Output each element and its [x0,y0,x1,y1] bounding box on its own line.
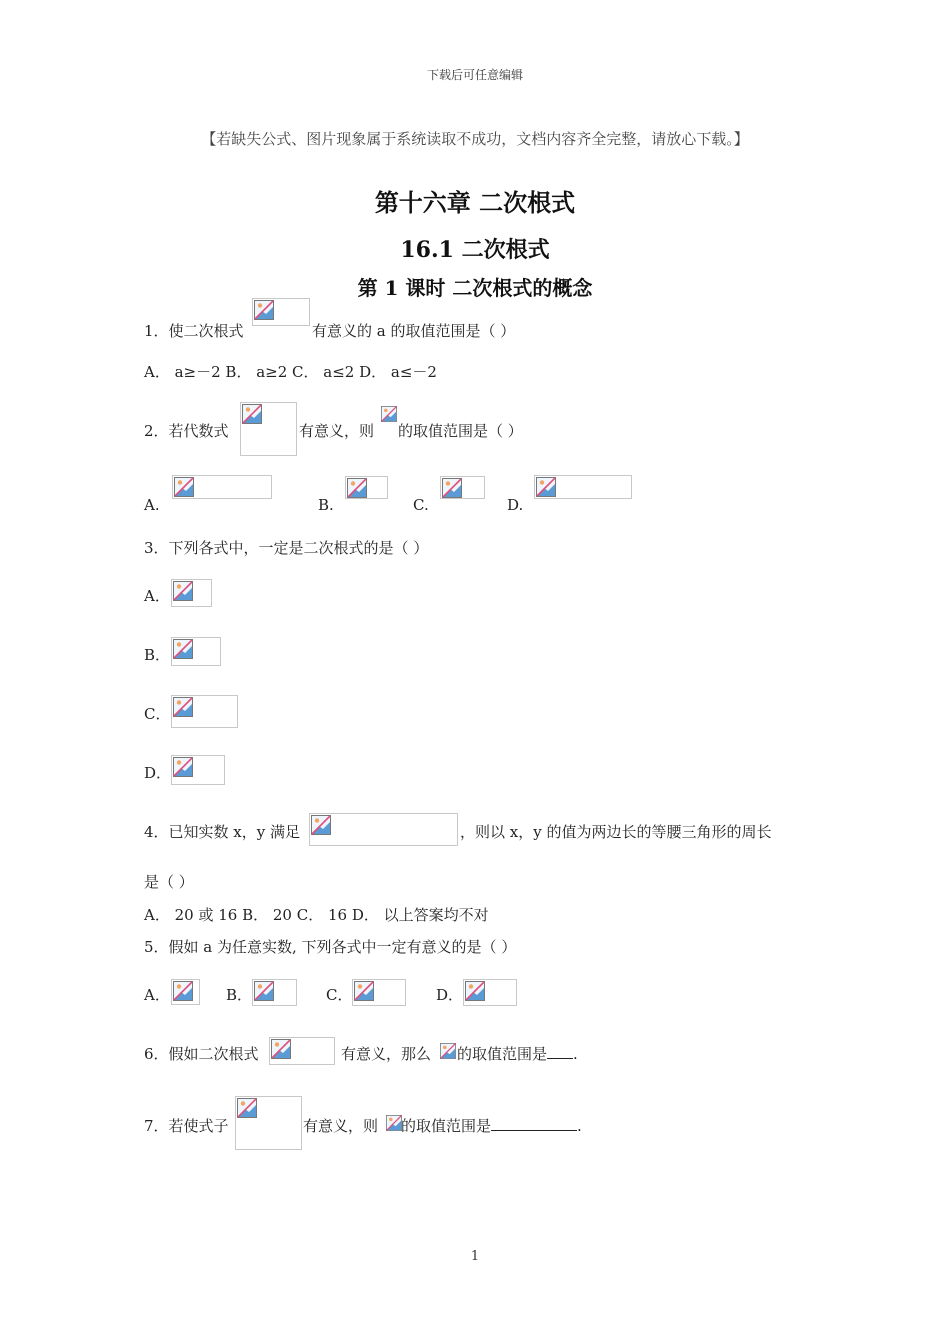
broken-image-icon [536,477,556,497]
broken-image-icon [174,477,194,497]
q6-end: . [573,1045,578,1063]
broken-image-icon [311,815,331,835]
q3-option-b: B． [144,646,171,664]
formula-image [240,402,297,456]
broken-image-icon [173,757,193,777]
formula-image [380,405,398,425]
broken-image-icon [173,639,193,659]
formula-image [171,579,212,607]
broken-image-icon [271,1039,291,1059]
formula-image [463,979,517,1006]
q1-options: A． a≥－2 B． a≥2 C． a≤2 D． a≤－2 [144,363,437,381]
q2-mid: 有意义，则 [299,422,375,440]
broken-image-icon [173,981,193,1001]
q4-post: ，则以 x，y 的值为两边长的等腰三角形的周长 [460,823,772,841]
answer-blank[interactable] [547,1058,573,1059]
formula-image [440,476,485,499]
broken-image-icon [173,581,193,601]
q2-post: 的取值范围是（ ） [398,422,523,440]
formula-image [172,475,272,499]
q5-option-a: A． [144,986,170,1004]
formula-image [171,695,238,728]
formula-image [235,1096,302,1150]
q2-option-a: A. [144,496,160,514]
broken-image-icon [254,300,274,320]
q7-post [401,1115,582,1136]
q4-options: A． 20 或 16 B． 20 C． 16 D． 以上答案均不对 [144,906,489,924]
q2-pre: 2．若代数式 [144,422,229,440]
notice-text: 【若缺失公式、图片现象属于系统读取不成功，文档内容齐全完整，请放心下载。】 [201,130,749,148]
q1-pre: 1．使二次根式 [144,322,244,340]
q6-post-text: 的取值范围是 [457,1045,548,1063]
q5-option-c: C． [326,986,353,1004]
formula-image [439,1042,457,1062]
formula-image [171,637,221,666]
broken-image-icon [347,478,367,498]
broken-image-icon [386,1115,402,1131]
formula-image [309,813,458,846]
q4-continued: 是（ ） [144,873,194,891]
answer-blank[interactable] [491,1130,577,1131]
formula-image [171,755,225,785]
formula-image [345,476,388,499]
q5-stem: 5．假如 a 为任意实数, 下列各式中一定有意义的是（ ） [144,938,517,956]
broken-image-icon [381,406,397,422]
formula-image [252,979,297,1006]
section-title: 16.1 二次根式 [400,237,550,263]
broken-image-icon [173,697,193,717]
q2-option-d: D. [507,496,524,514]
page-number: 1 [470,1249,480,1264]
q4-pre: 4．已知实数 x，y 满足 [144,823,301,841]
broken-image-icon [440,1043,456,1059]
q7-post-text: 的取值范围是 [401,1117,492,1135]
q1-post: 有意义的 a 的取值范围是（ ） [312,322,516,340]
formula-image [352,979,406,1006]
broken-image-icon [254,981,274,1001]
lesson-title: 第 1 课时 二次根式的概念 [357,276,593,300]
q6-post [457,1043,578,1064]
q7-mid: 有意义，则 [303,1117,379,1135]
q6-pre: 6．假如二次根式 [144,1045,259,1063]
broken-image-icon [465,981,485,1001]
broken-image-icon [354,981,374,1001]
q5-option-b: B． [226,986,253,1004]
q3-option-c: C． [144,705,171,723]
q3-option-d: D． [144,764,172,782]
q7-pre: 7．若使式子 [144,1117,229,1135]
broken-image-icon [442,478,462,498]
page-header: 下载后可任意编辑 [426,68,523,82]
q3-option-a: A． [144,587,170,605]
formula-image [534,475,632,499]
formula-image [171,979,200,1005]
broken-image-icon [242,404,262,424]
chapter-title: 第十六章 二次根式 [374,188,576,217]
q2-option-b: B. [318,496,334,514]
q2-option-c: C. [413,496,429,514]
q3-stem: 3．下列各式中，一定是二次根式的是（ ） [144,539,429,557]
q7-end: . [577,1117,582,1135]
q6-mid: 有意义，那么 [341,1045,432,1063]
broken-image-icon [237,1098,257,1118]
formula-image [385,1114,401,1132]
q5-option-d: D． [436,986,464,1004]
formula-image [252,298,310,326]
formula-image [269,1037,335,1065]
